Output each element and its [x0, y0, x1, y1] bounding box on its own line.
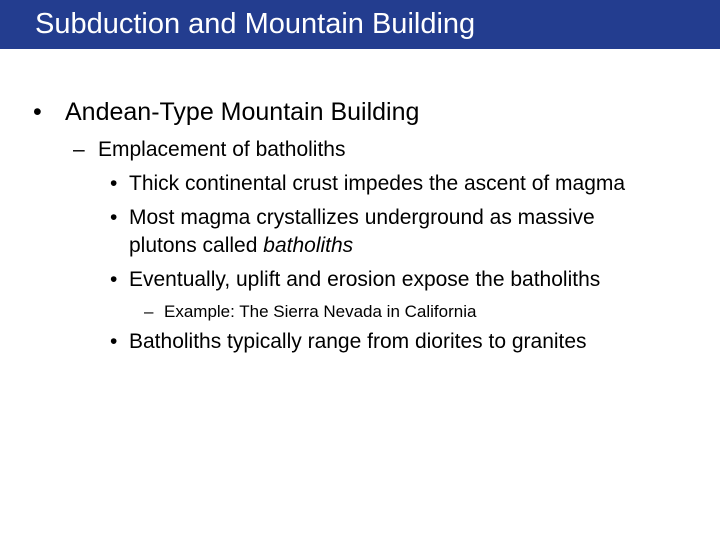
batholiths-italic: batholiths	[263, 234, 354, 257]
slide-title: Subduction and Mountain Building	[35, 8, 476, 40]
title-bar	[0, 0, 720, 49]
plutons-prefix: plutons called	[129, 234, 264, 257]
bullet-plutons-continuation	[129, 233, 353, 259]
bullet-emplacement: Emplacement of batholiths	[98, 138, 346, 161]
bullet-thick-crust: Thick continental crust impedes the ascent of magma	[129, 172, 626, 195]
bullet-marker: •	[110, 172, 118, 195]
bullet-batholiths-range: Batholiths typically range from diorites to granites	[129, 330, 587, 353]
bullet-marker: •	[110, 268, 118, 291]
bullet-sierra-nevada-example: Example: The Sierra Nevada in California	[164, 302, 477, 321]
bullet-uplift-erosion: Eventually, uplift and erosion expose the batholiths	[129, 268, 601, 291]
bullet-marker: •	[33, 98, 42, 126]
dash-marker: –	[73, 138, 85, 161]
dash-marker: –	[144, 302, 154, 321]
bullet-marker: •	[110, 206, 118, 229]
bullet-andean-type: Andean-Type Mountain Building	[65, 98, 420, 126]
bullet-marker: •	[110, 330, 118, 353]
bullet-magma-crystallizes: Most magma crystallizes underground as massive	[129, 206, 595, 229]
